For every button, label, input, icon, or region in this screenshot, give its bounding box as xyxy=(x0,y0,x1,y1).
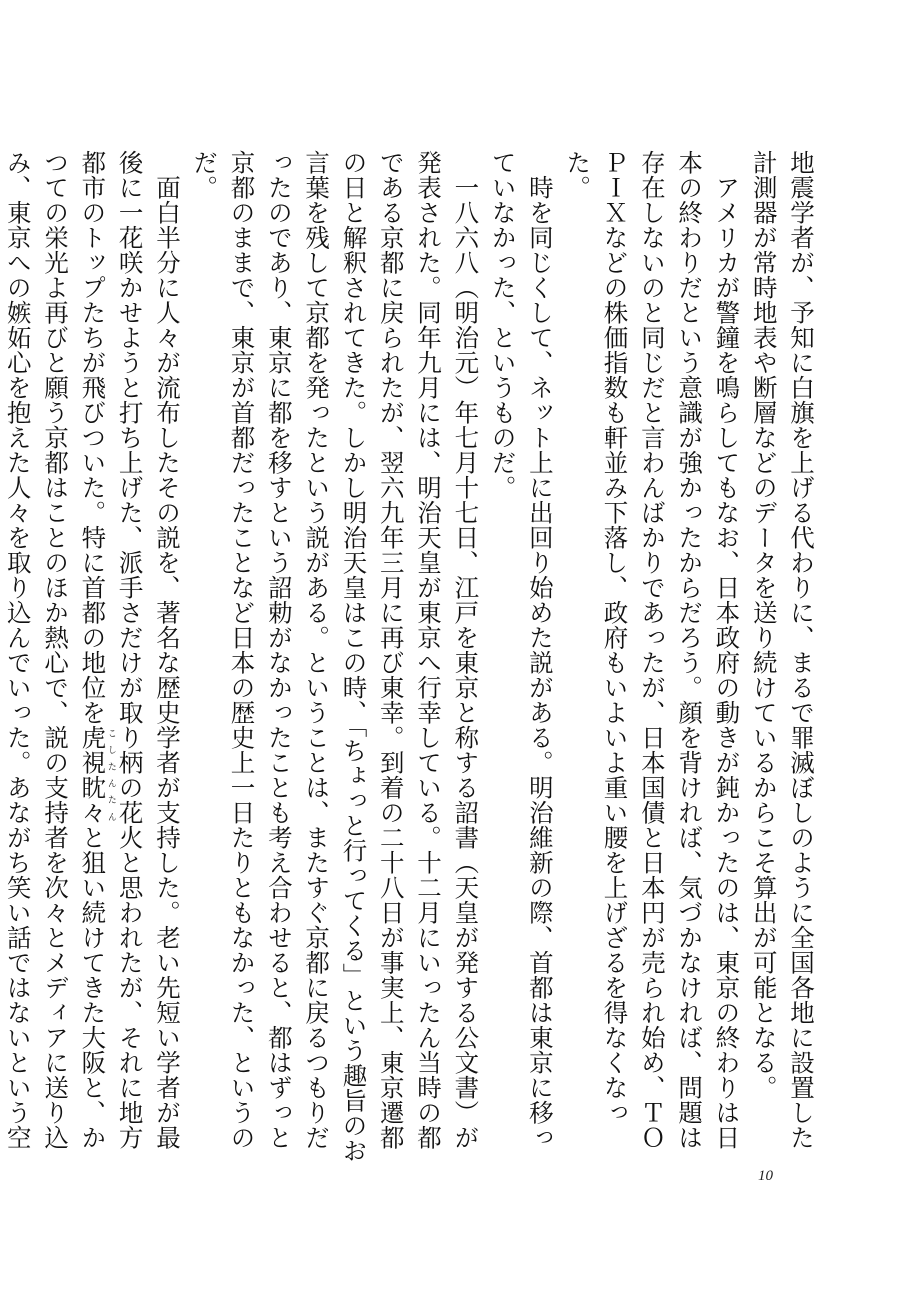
paragraph-4: 一八六八（明治元）年七月十七日、江戸を東京と称する詔書（天皇が発する公文書）が発表された。同年九月には、明治天皇が東京へ行幸している。十二月にいったん当時の都である京都に戻られたが、翌六九年三月に再び東幸。到着の二十八日が事実上、東京遷都の日と解釈されてきた。しかし明治天皇はこの時、「ちょっと行ってくる」という趣旨のお言葉を残して京都を発ったという説がある。ということは、またすぐ京都に戻るつもりだったのであり、東京に都を移すという詔勅がなかったことも考え合わせると、都はずっと京都のままで、東京が首都だったことなど日本の歴史上一日たりともなかった、というのだ。 xyxy=(190,150,481,1163)
paragraph-3: 時を同じくして、ネット上に出回り始めた説がある。明治維新の際、首都は東京に移っていなかった、というものだ。 xyxy=(488,150,555,1150)
ruby-annotation: 虎視眈々こしたんたん xyxy=(78,725,116,825)
paragraph-1: 地震学者が、予知に白旗を上げる代わりに、まるで罪滅ぼしのように全国各地に設置した計測器が常時地表や断層などのデータを送り続けているからこそ算出が可能となる。 xyxy=(749,150,816,1150)
paragraph-5: 面白半分に人々が流布したその説を、著名な歴史学者が支持した。老い先短い学者が最後に一花咲かせようと打ち上げた、派手さだけが取り柄の花火と思われたが、それに地方都市のトップたちが飛びついた。特に首都の地位を虎視眈々こしたんたんと狙い続けてきた大阪と、かつての栄光よ再びと願う京都はことのほか熱心で、説の支持者を次々とメディアに送り込み、東京への嫉妬心を抱えた人々を取り込んでいった。あながち笑い話ではないという空 xyxy=(3,150,182,1150)
ruby-reading: こしたんたん xyxy=(105,725,116,825)
vertical-text-body xyxy=(3,150,820,1165)
paragraph-2: アメリカが警鐘を鳴らしてもなお、日本政府の動きが鈍かったのは、東京の終わりは日本の終わりだという意識が強かったからだろう。顔を背ければ、気づかなければ、問題は存在しないのと同じだと言わんばかりであったが、日本国債と日本円が売られ始め、ＴＯＰＩＸなどの株価指数も軒並み下落し、政府もいよいよ重い腰を上げざるを得なくなった。 xyxy=(563,150,742,1150)
page-number: 10 xyxy=(758,1168,773,1184)
